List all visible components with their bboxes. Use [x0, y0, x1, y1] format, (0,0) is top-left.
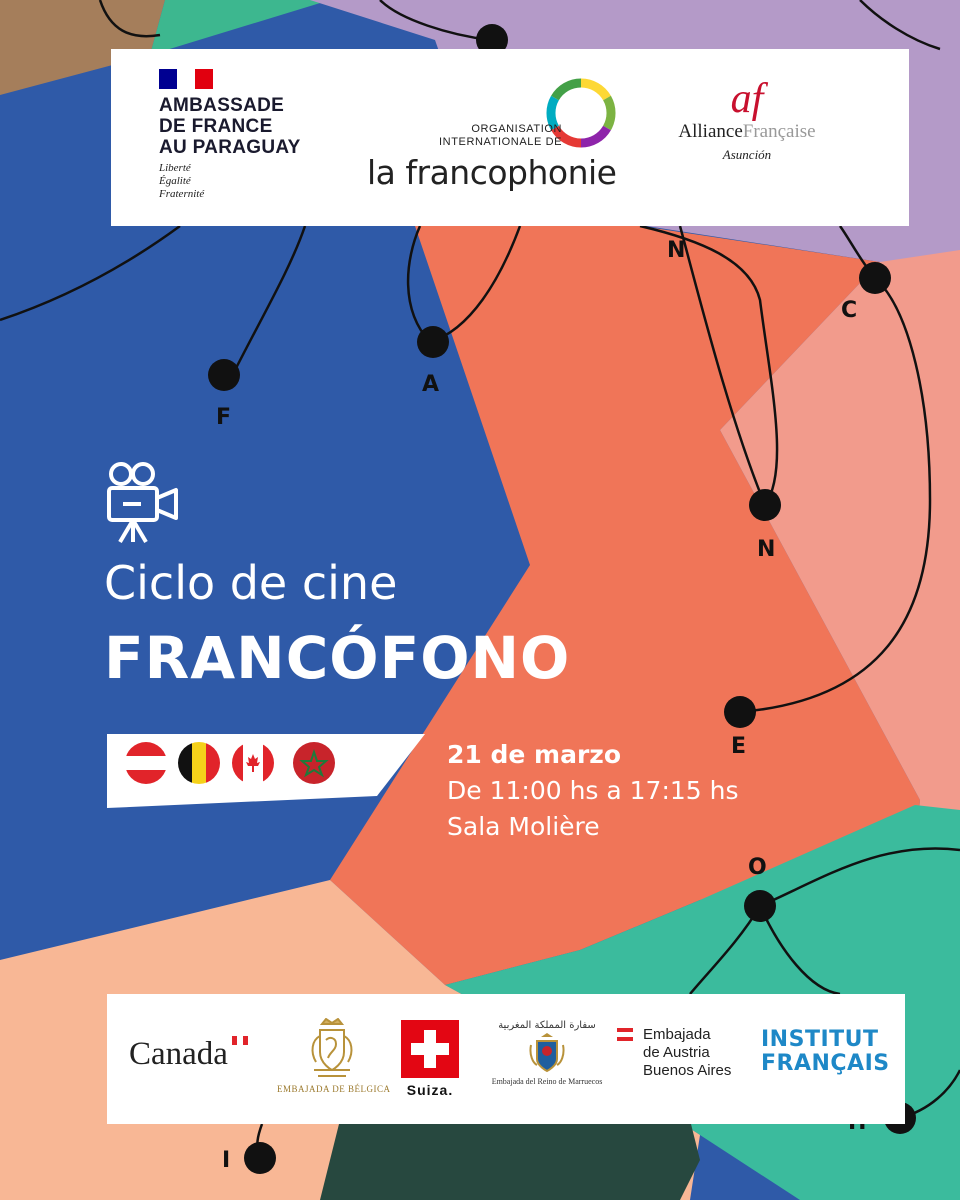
swiss-cross-icon	[401, 1020, 459, 1078]
alliance-francaise-logo	[667, 77, 827, 163]
node-dot	[859, 262, 891, 294]
oif-name: la francophonie	[367, 153, 617, 192]
af-name	[667, 121, 827, 143]
morocco-embassy-logo	[487, 1020, 607, 1086]
austria-embassy-text	[643, 1026, 731, 1080]
node-dot	[244, 1142, 276, 1174]
node-dot	[208, 359, 240, 391]
morocco-arabic-text: سفارة المملكة المغربية	[498, 1020, 596, 1031]
embassy-name	[159, 95, 301, 158]
node-letter: E	[731, 734, 747, 759]
marianne-icon	[159, 69, 213, 89]
event-time: De 11:00 hs a 17:15 hs	[447, 776, 739, 805]
austria-flag-icon	[125, 742, 167, 784]
morocco-embassy-text: Embajada del Reino de Marruecos	[491, 1077, 603, 1086]
embassy-motto	[159, 162, 301, 201]
bg-dark-green-shape	[320, 1120, 700, 1200]
oif-logo	[367, 77, 617, 197]
event-title-line1: Ciclo de cine	[104, 556, 398, 610]
node-letter: C	[841, 298, 858, 323]
austria-line: Embajada	[643, 1026, 711, 1043]
motto-line: Fraternité	[159, 188, 205, 200]
belgium-flag-icon	[178, 742, 220, 784]
event-date: 21 de marzo	[447, 740, 622, 769]
af-city: Asunción	[722, 147, 772, 162]
af-name-a: Alliance	[678, 121, 743, 142]
top-logo-panel	[111, 49, 909, 226]
belgium-embassy-text: EMBAJADA DE BÉLGICA	[277, 1084, 391, 1094]
event-title-line2: FRANCÓFONO	[104, 624, 571, 692]
canada-wordmark: Canada	[129, 1036, 228, 1072]
belgium-embassy-logo	[277, 1018, 391, 1094]
motto-line: Liberté	[159, 162, 191, 174]
embassy-line: AU PARAGUAY	[159, 137, 301, 158]
moroccan-coat-of-arms-icon	[529, 1033, 565, 1073]
sponsor-panel	[107, 994, 905, 1124]
belgian-coat-of-arms-icon	[304, 1018, 360, 1080]
oif-org-text	[439, 123, 562, 149]
node-letter: A	[422, 372, 440, 397]
morocco-flag-icon	[293, 742, 335, 784]
canada-logo	[129, 1036, 248, 1073]
institut-francais-logo	[761, 1028, 890, 1076]
embassy-logo	[159, 69, 301, 201]
node-letter: N	[667, 238, 686, 263]
node-letter: O	[748, 855, 767, 880]
austria-line: Buenos Aires	[643, 1062, 732, 1079]
bg-green-shape	[150, 0, 330, 55]
austria-line: de Austria	[643, 1044, 710, 1061]
event-venue: Sala Molière	[447, 812, 600, 841]
node-dot	[744, 890, 776, 922]
event-info	[447, 737, 739, 845]
austria-embassy-logo	[617, 1026, 731, 1080]
node-dot	[417, 326, 449, 358]
node-letter: N	[757, 537, 776, 562]
node-letter: I	[222, 1148, 231, 1173]
af-name-b: Française	[742, 121, 816, 142]
node-dot	[724, 696, 756, 728]
institut-line: FRANÇAIS	[761, 1051, 890, 1076]
oif-line: INTERNATIONALE DE	[439, 136, 563, 148]
embassy-line: AMBASSADE	[159, 95, 285, 116]
switzerland-logo	[401, 1020, 459, 1098]
node-letter: F	[216, 405, 232, 430]
switzerland-text: Suiza.	[406, 1082, 454, 1098]
af-mark: af	[730, 76, 764, 122]
institut-line: INSTITUT	[761, 1027, 879, 1052]
film-camera-icon	[106, 460, 180, 546]
canada-flag-icon	[232, 1036, 248, 1045]
embassy-line: DE FRANCE	[159, 116, 273, 137]
canada-flag-icon	[232, 742, 274, 784]
oif-line: ORGANISATION	[471, 123, 563, 135]
node-dot	[749, 489, 781, 521]
motto-line: Égalité	[159, 175, 191, 187]
austria-flag-mark-icon	[617, 1028, 633, 1042]
